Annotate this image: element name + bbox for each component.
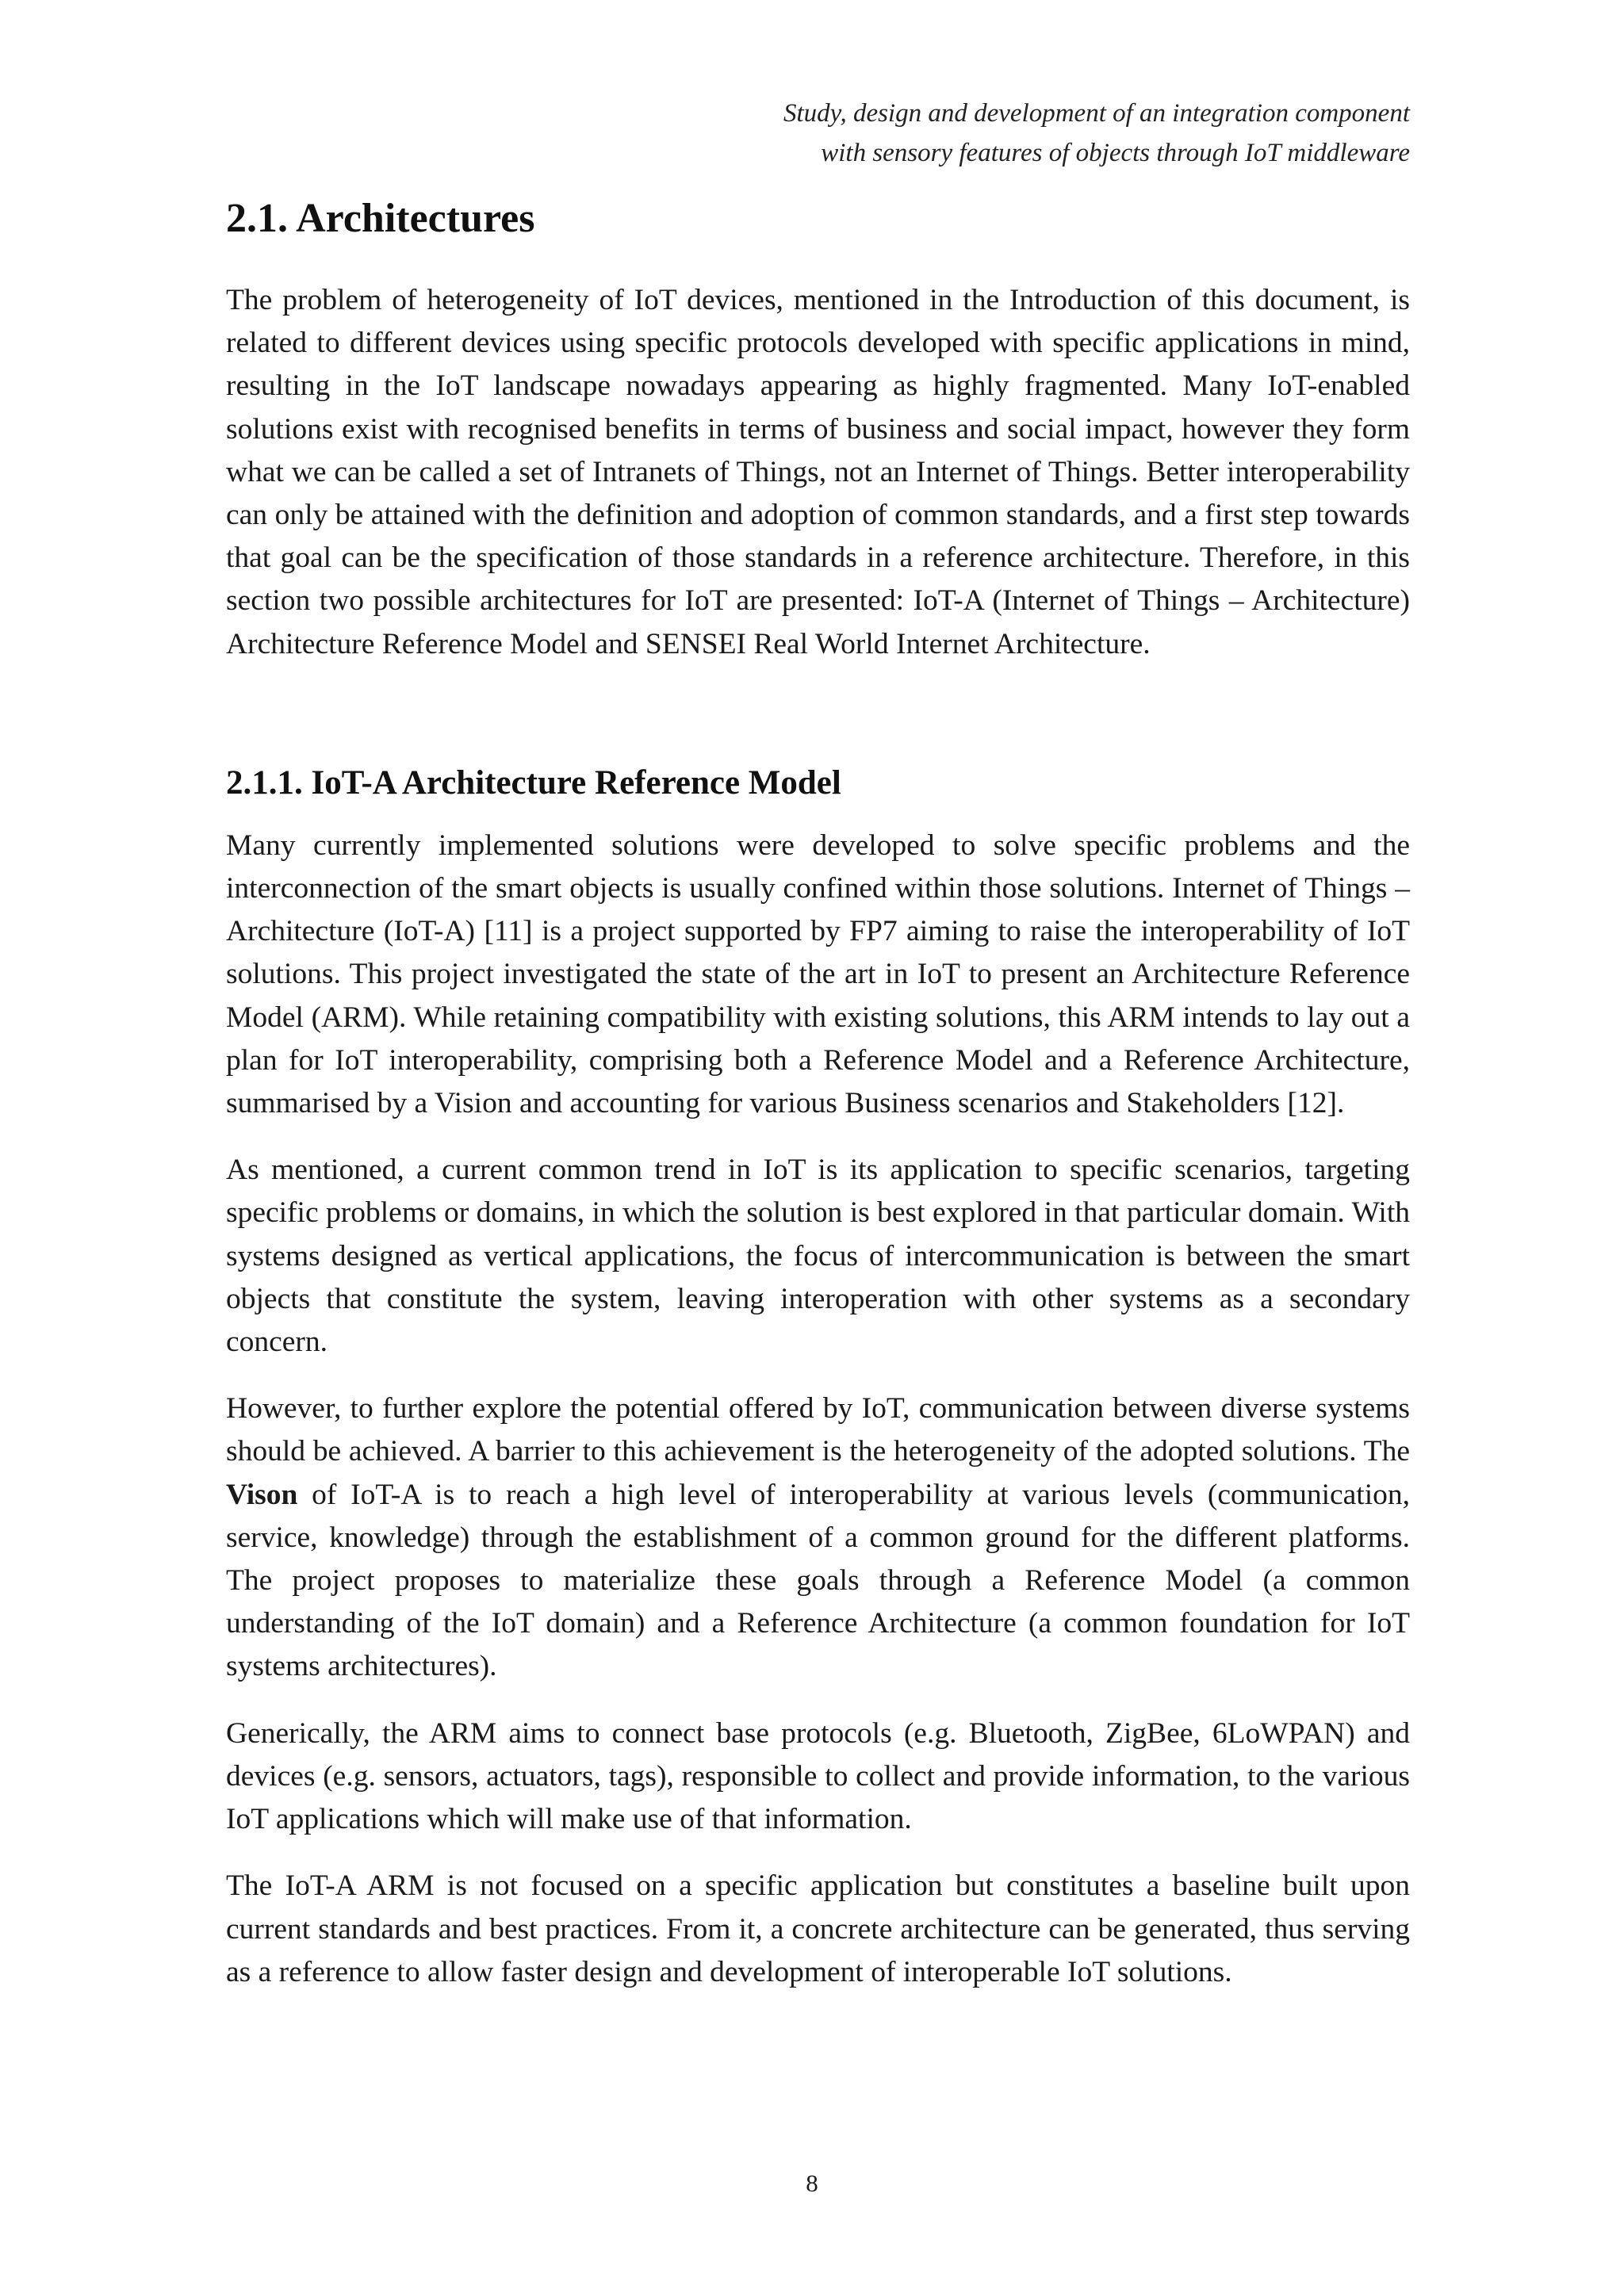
running-header-line-2: with sensory features of objects through IoT middleware bbox=[821, 139, 1410, 167]
vison-bold-term: Vison bbox=[226, 1478, 298, 1511]
running-header bbox=[783, 94, 1410, 173]
subsection-paragraph-3 bbox=[226, 1387, 1410, 1688]
paragraph-3-text-start: However, to further explore the potential offered by IoT, communication between diverse systems should be achieved. A barrier to this achievement is the heterogeneity of the adopted solutions. The bbox=[226, 1392, 1410, 1468]
subsection-paragraph-4: Generically, the ARM aims to connect base protocols (e.g. Bluetooth, ZigBee, 6LoWPAN) and devices (e.g. sensors, actuators, tags), responsible to collect and provide information, to the various IoT applications which will make use of that information. bbox=[226, 1716, 1410, 1836]
page-content bbox=[226, 189, 1410, 2018]
subsection-paragraph-5: The IoT-A ARM is not focused on a specific application but constitutes a baseline built upon current standards and best practices. From it, a concrete architecture can be generated, thus serving as a reference to allow faster design and development of interoperable IoT solutions. bbox=[226, 1869, 1410, 1988]
subsection-paragraph-1: Many currently implemented solutions were developed to solve specific problems and the interconnection of the smart objects is usually confined within those solutions. Internet of Things – Architecture (IoT-A) [11] is a project supported by FP7 aiming to raise the interoperability of IoT solutions. This project investigated the state of the art in IoT to present an Architecture Reference Model (ARM). While retaining compatibility with existing solutions, this ARM intends to lay out a plan for IoT interoperability, comprising both a Reference Model and a Reference Architecture, summarised by a Vision and accounting for various Business scenarios and Stakeholders [12]. bbox=[226, 828, 1410, 1120]
subsection-paragraph-2: As mentioned, a current common trend in IoT is its application to specific scenarios, targeting specific problems or domains, in which the solution is best explored in that particular domain. With systems designed as vertical applications, the focus of intercommunication is between the smart objects that constitute the system, leaving interoperation with other systems as a secondary concern. bbox=[226, 1154, 1410, 1359]
page-number: 8 bbox=[806, 2169, 818, 2197]
paragraph-3-text-end: of IoT-A is to reach a high level of interoperability at various levels (communication, service, knowledge) through the establishment of a common ground for the different platforms. The project proposes to materialize these goals through a Reference Model (a common understanding of the IoT domain) and a Reference Architecture (a common foundation for IoT systems architectures). bbox=[226, 1478, 1410, 1683]
section-title: 2.1. Architectures bbox=[226, 196, 535, 241]
running-header-line-1: Study, design and development of an integration component bbox=[783, 99, 1410, 128]
section-paragraph: The problem of heterogeneity of IoT devices, mentioned in the Introduction of this document, is related to different devices using specific protocols developed with specific applications in mind, resulting in the IoT landscape nowadays appearing as highly fragmented. Many IoT-enabled solutions exist with recognised benefits in terms of business and social impact, however they form what we can be called a set of Intranets of Things, not an Internet of Things. Better interoperability can only be attained with the definition and adoption of common standards, and a first step towards that goal can be the specification of those standards in a reference architecture. Therefore, in this section two possible architectures for IoT are presented: IoT-A (Internet of Things – Architecture) Architecture Reference Model and SENSEI Real World Internet Architecture. bbox=[226, 284, 1410, 660]
subsection-title: 2.1.1. IoT-A Architecture Reference Model bbox=[226, 763, 841, 802]
